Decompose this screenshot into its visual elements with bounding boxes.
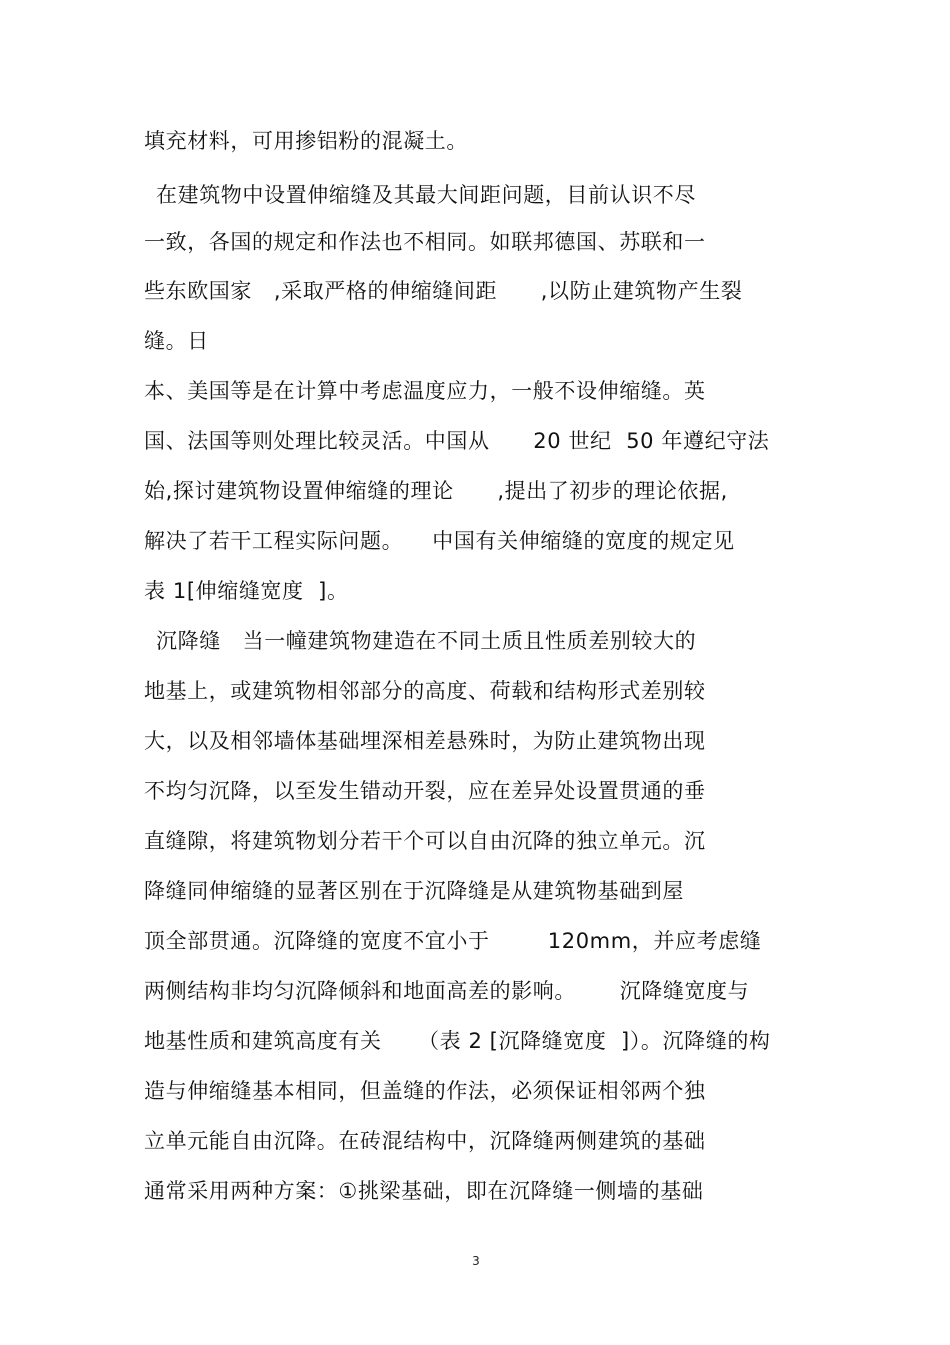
text-line: 通常采用两种方案：①挑梁基础，即在沉降缝一侧墙的基础 xyxy=(144,1179,704,1203)
text-line: 沉降缝 当一幢建筑物建造在不同土质且性质差别较大的 xyxy=(156,629,697,653)
text-line: 两侧结构非均匀沉降倾斜和地面高差的影响。 沉降缝宽度与 xyxy=(144,979,750,1003)
text-line: 不均匀沉降，以至发生错动开裂，应在差异处设置贯通的垂 xyxy=(144,779,706,803)
text-line: 国、法国等则处理比较灵活。中国从 20 世纪 50 年遵纪守法 xyxy=(144,429,770,453)
text-line: 解决了若干工程实际问题。 中国有关伸缩缝的宽度的规定见 xyxy=(144,529,735,553)
text-line: 大，以及相邻墙体基础埋深相差悬殊时，为防止建筑物出现 xyxy=(144,729,706,753)
text-line: 在建筑物中设置伸缩缝及其最大间距问题，目前认识不尽 xyxy=(156,183,696,207)
text-line: 直缝隙，将建筑物划分若干个可以自由沉降的独立单元。沉 xyxy=(144,829,706,853)
text-line: 缝。日 xyxy=(144,329,209,353)
text-line: 始,探讨建筑物设置伸缩缝的理论 ,提出了初步的理论依据, xyxy=(144,479,728,503)
text-line: 填充材料，可用掺铝粉的混凝土。 xyxy=(144,129,468,153)
text-line: 立单元能自由沉降。在砖混结构中，沉降缝两侧建筑的基础 xyxy=(144,1129,706,1153)
page-number: 3 xyxy=(472,1254,480,1268)
text-line: 地基上，或建筑物相邻部分的高度、荷载和结构形式差别较 xyxy=(144,679,706,703)
text-line: 地基性质和建筑高度有关 （表 2 [沉降缝宽度 ]）。沉降缝的构 xyxy=(144,1029,771,1053)
text-line: 降缝同伸缩缝的显著区别在于沉降缝是从建筑物基础到屋 xyxy=(144,879,684,903)
text-line: 一致，各国的规定和作法也不相同。如联邦德国、苏联和一 xyxy=(144,230,706,254)
text-line: 造与伸缩缝基本相同，但盖缝的作法，必须保证相邻两个独 xyxy=(144,1079,706,1103)
text-line: 些东欧国家 ,采取严格的伸缩缝间距 ,以防止建筑物产生裂 xyxy=(144,279,743,303)
text-line: 本、美国等是在计算中考虑温度应力，一般不设伸缩缝。英 xyxy=(144,379,706,403)
text-line: 表 1[伸缩缝宽度 ]。 xyxy=(144,579,349,603)
text-line: 顶全部贯通。沉降缝的宽度不宜小于 120mm，并应考虑缝 xyxy=(144,929,762,953)
